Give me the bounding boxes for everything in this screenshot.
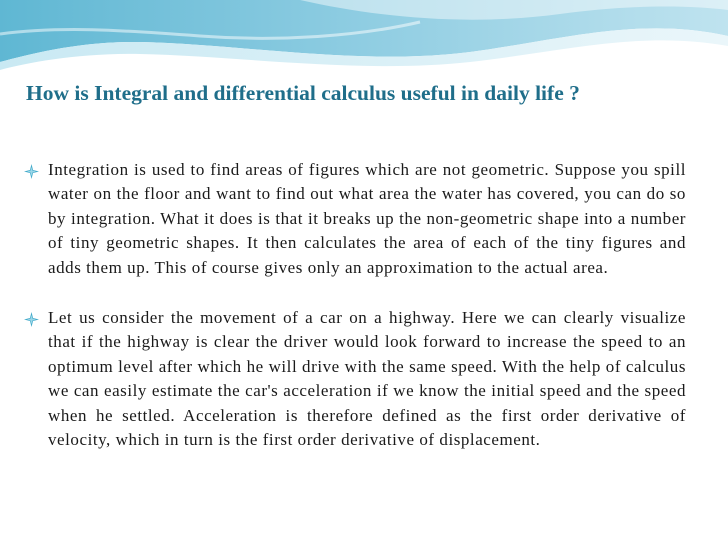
slide-title: How is Integral and differential calculus useful in daily life ? bbox=[26, 81, 580, 105]
header-wave-decoration bbox=[0, 0, 728, 75]
bullet-item-integration bbox=[24, 158, 686, 280]
bullet-text: Integration is used to find areas of figures which are not geometric. Suppose you spill water on the floor and want to find out what area the water has covered, you can do so by integration. What it does is that it breaks up the non-geometric shape into a number of tiny geometric shapes. It then calculates the area of each of the tiny figures and adds them up. This of course gives only an approximation to the actual area. bbox=[48, 160, 686, 277]
diamond-bullet-icon bbox=[24, 164, 39, 179]
bullet-text: Let us consider the movement of a car on a highway. Here we can clearly visualize that if the highway is clear the driver would look forward to increase the speed to an optimum level after which he will drive with the same speed. With the help of calculus we can easily estimate the car's acceleration if we know the initial speed and the speed when he settled. Acceleration is therefore defined as the first order derivative of velocity, which in turn is the first order derivative of displacement. bbox=[48, 308, 686, 450]
diamond-bullet-icon bbox=[24, 312, 39, 327]
bullet-list bbox=[24, 158, 686, 478]
bullet-item-car-acceleration bbox=[24, 306, 686, 452]
